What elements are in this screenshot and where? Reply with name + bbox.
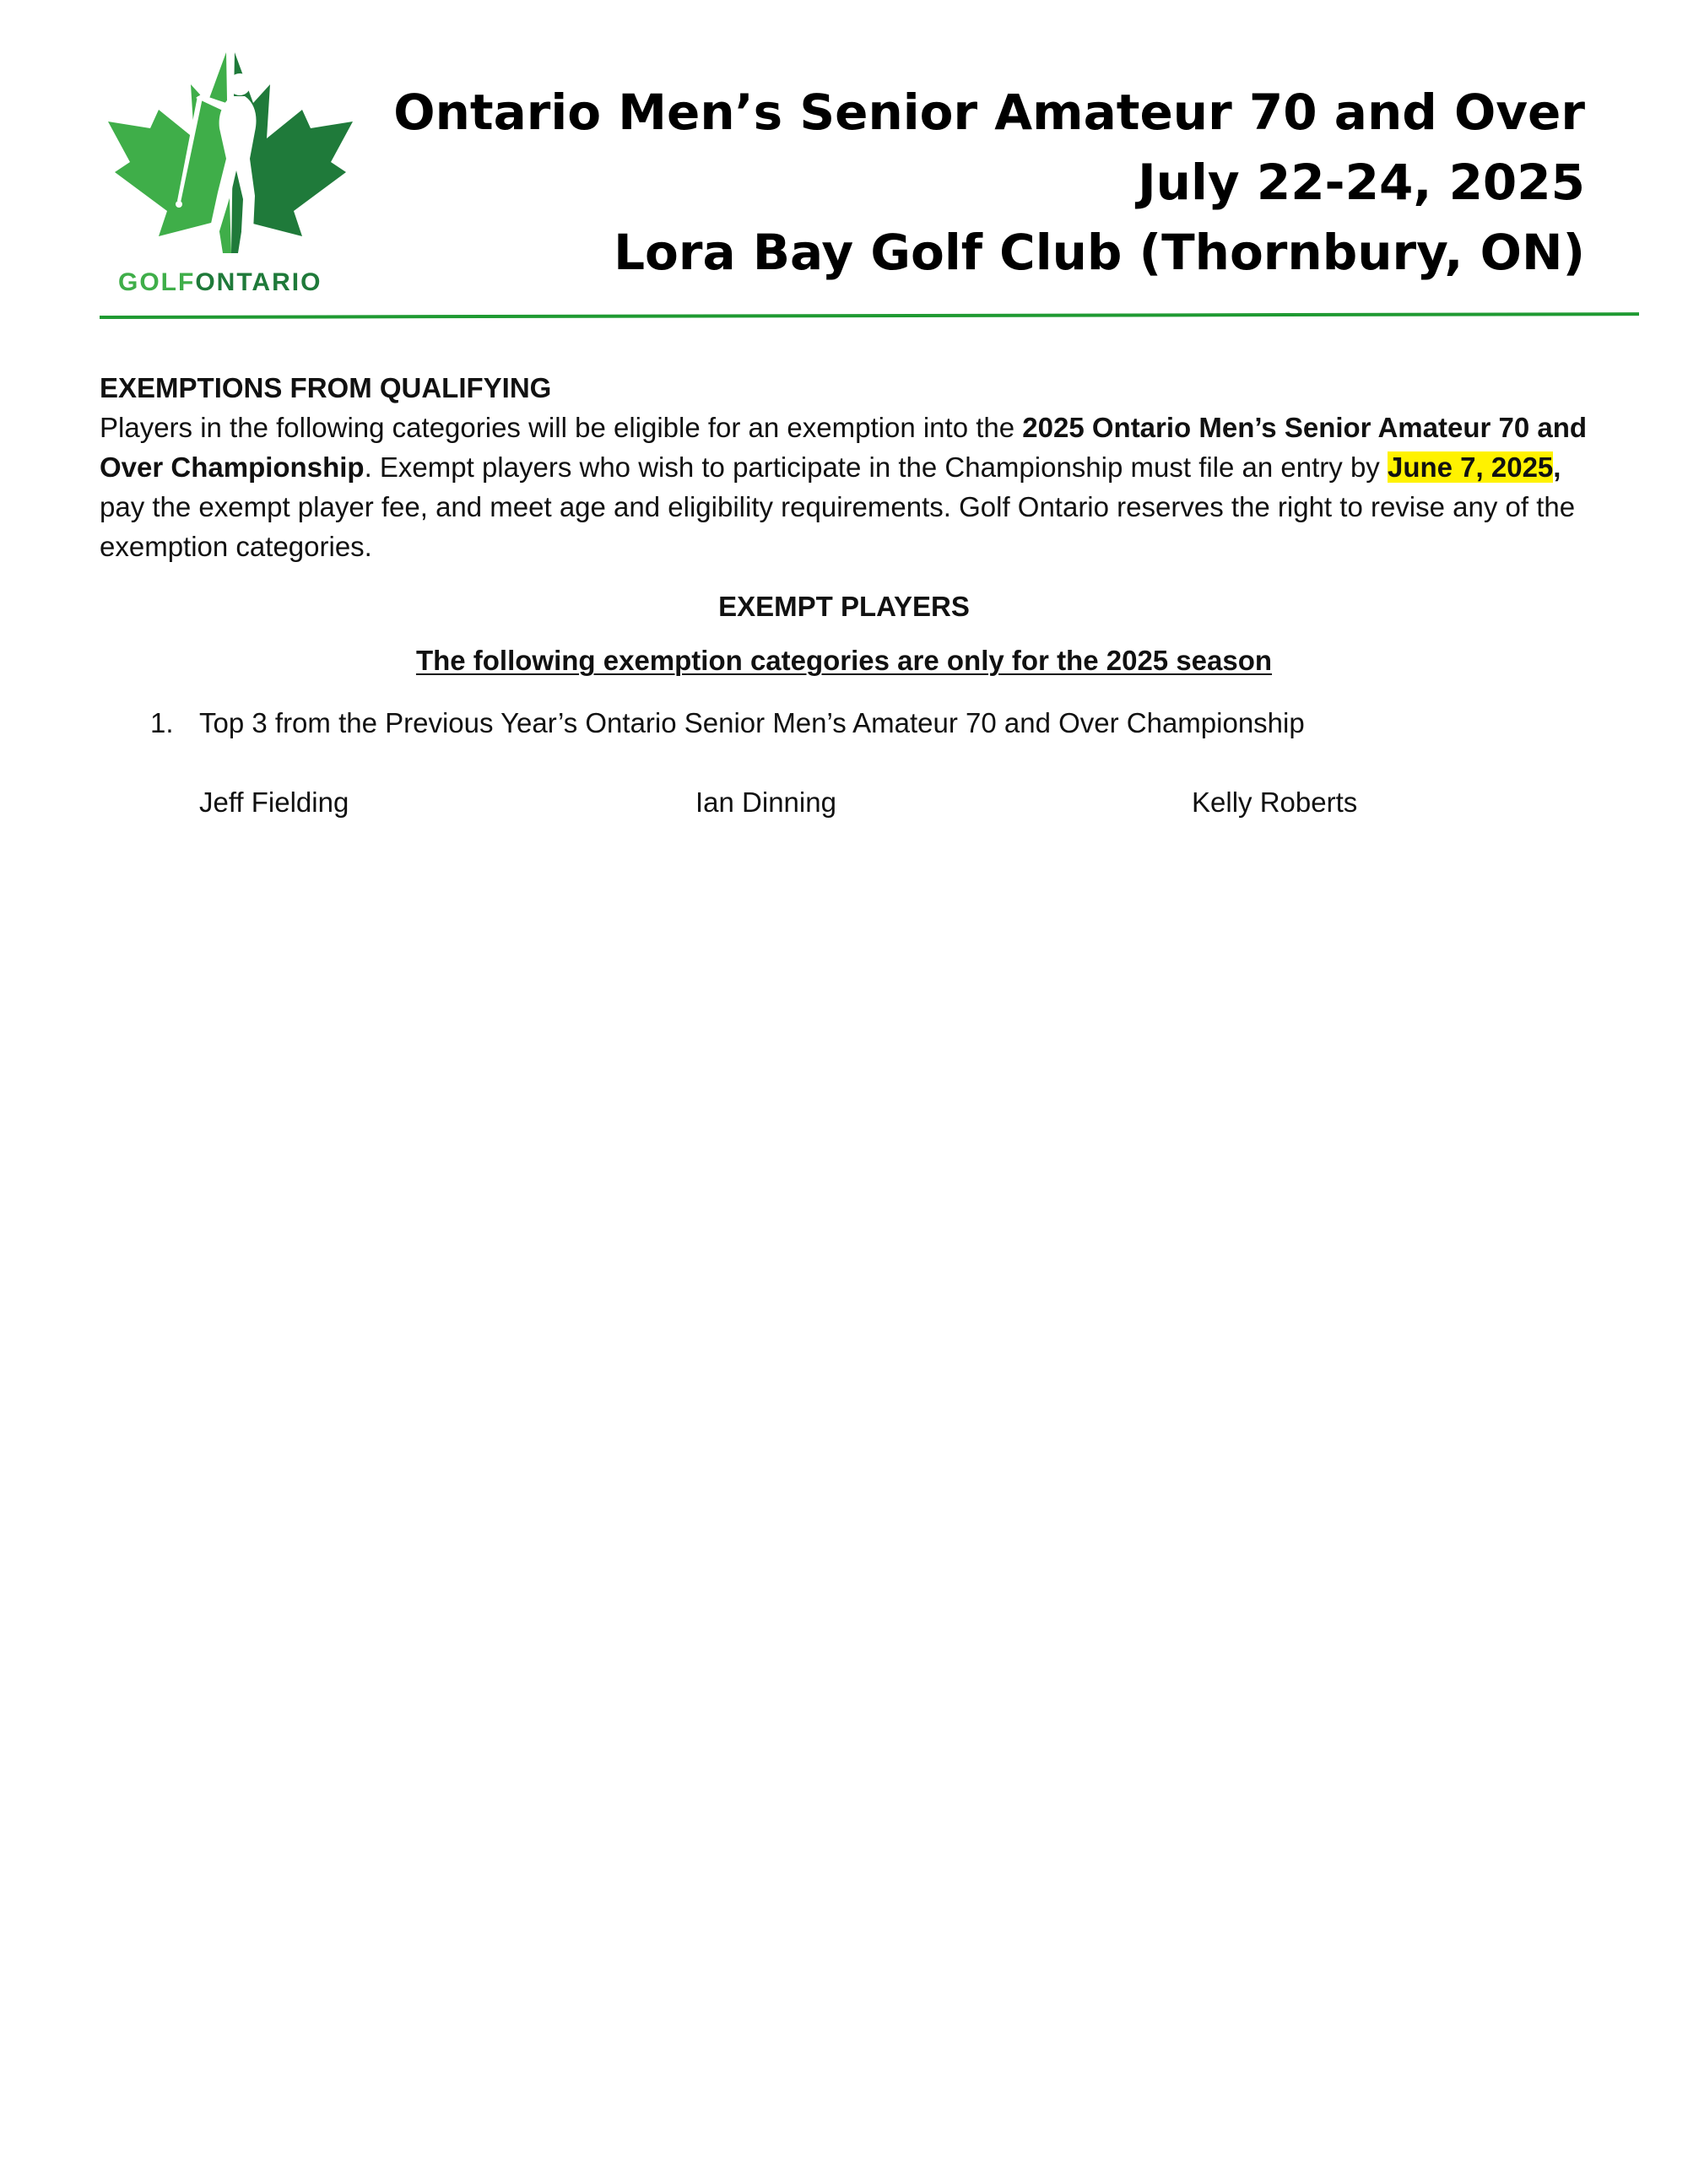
exempt-player-list [100, 782, 1588, 822]
exempt-player-name: Jeff Fielding [199, 787, 349, 818]
exempt-players-title: EXEMPT PLAYERS [718, 591, 970, 622]
golf-ontario-wordmark [118, 268, 322, 297]
maple-leaf-golfer-icon [100, 44, 361, 255]
intro-text-3: pay the exempt player fee, and meet age and eligibility requirements. Golf Ontario reserves the right to revise any of the exemption categories. [100, 491, 1576, 562]
header-divider [100, 312, 1639, 319]
logo-text-golf: GOLF [118, 268, 196, 296]
category-label: Top 3 from the Previous Year’s Ontario Senior Men’s Amateur 70 and Over Championship [199, 707, 1305, 738]
golf-ontario-logo [100, 44, 361, 305]
entry-deadline: June 7, 2025 [1387, 451, 1554, 483]
deadline-comma: , [1553, 451, 1561, 483]
exemption-category [100, 703, 1588, 743]
intro-text-2: . Exempt players who wish to participate in the Championship must file an entry by [364, 451, 1388, 483]
season-note: The following exemption categories are only for the 2025 season [415, 645, 1273, 676]
event-dates: July 22-24, 2025 [1138, 154, 1585, 211]
document-body [100, 368, 1588, 822]
exempt-player-name: Kelly Roberts [1192, 787, 1358, 818]
exemptions-intro [100, 408, 1588, 566]
event-title: Ontario Men’s Senior Amateur 70 and Over [393, 84, 1585, 141]
championship-name: 2025 Ontario Men’s Senior Amateur 70 and Over Championship [100, 412, 1588, 483]
event-header [393, 78, 1585, 288]
logo-text-ontario: ONTARIO [195, 268, 322, 296]
intro-text-1: Players in the following categories will be eligible for an exemption into the [100, 412, 1023, 443]
event-venue: Lora Bay Golf Club (Thornbury, ON) [614, 224, 1585, 281]
exempt-player-name: Ian Dinning [695, 787, 836, 818]
category-number: 1. [150, 707, 174, 738]
exemptions-heading: EXEMPTIONS FROM QUALIFYING [100, 372, 552, 403]
